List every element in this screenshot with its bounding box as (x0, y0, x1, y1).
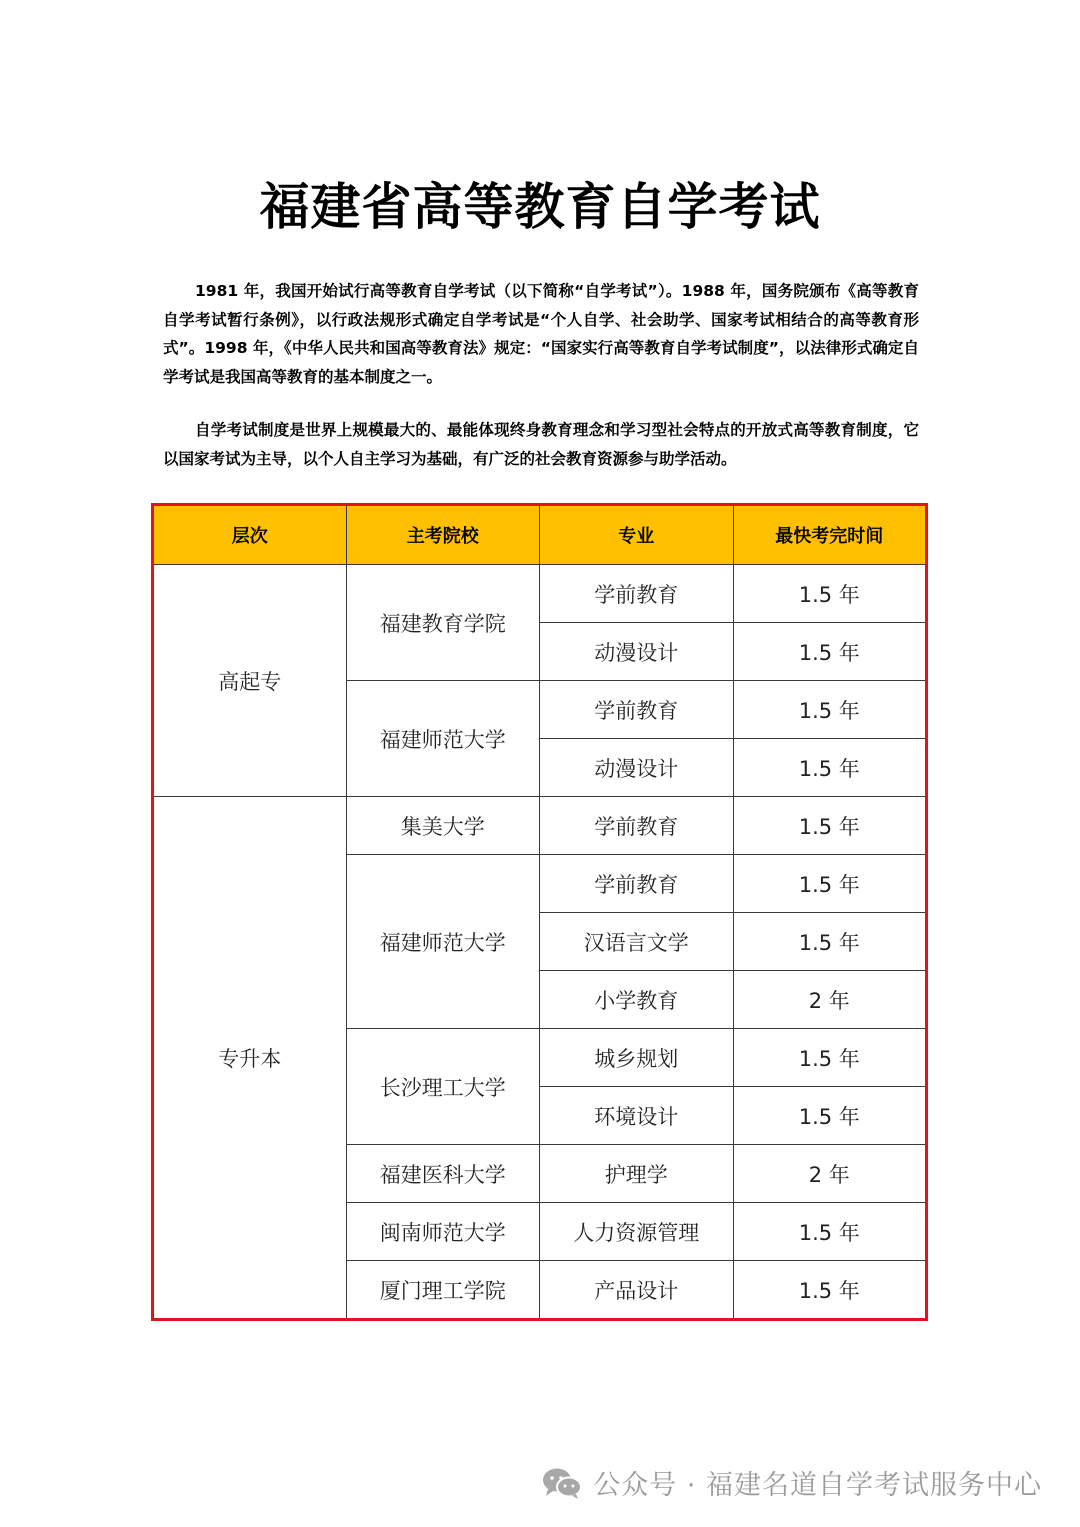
table-row (153, 565, 927, 623)
time-cell: 2 年 (733, 971, 927, 1029)
header-level: 层次 (153, 505, 347, 565)
time-cell: 1.5 年 (733, 623, 927, 681)
major-cell: 小学教育 (540, 971, 734, 1029)
school-cell: 长沙理工大学 (346, 1029, 540, 1145)
time-cell: 2 年 (733, 1145, 927, 1203)
time-cell: 1.5 年 (733, 565, 927, 623)
time-cell: 1.5 年 (733, 1261, 927, 1320)
school-cell: 福建教育学院 (346, 565, 540, 681)
wechat-icon (541, 1466, 583, 1500)
major-cell: 学前教育 (540, 855, 734, 913)
major-cell: 汉语言文学 (540, 913, 734, 971)
major-cell: 环境设计 (540, 1087, 734, 1145)
level-cell: 高起专 (153, 565, 347, 797)
major-cell: 学前教育 (540, 565, 734, 623)
school-cell: 福建医科大学 (346, 1145, 540, 1203)
time-cell: 1.5 年 (733, 1087, 927, 1145)
time-cell: 1.5 年 (733, 913, 927, 971)
wechat-account-footer (541, 1463, 1042, 1502)
major-cell: 学前教育 (540, 681, 734, 739)
header-major: 专业 (540, 505, 734, 565)
time-cell: 1.5 年 (733, 1203, 927, 1261)
exam-schedule-table (151, 503, 928, 1321)
header-school: 主考院校 (346, 505, 540, 565)
major-cell: 产品设计 (540, 1261, 734, 1320)
header-time: 最快考完时间 (733, 505, 927, 565)
school-cell: 闽南师范大学 (346, 1203, 540, 1261)
major-cell: 护理学 (540, 1145, 734, 1203)
school-cell: 集美大学 (346, 797, 540, 855)
major-cell: 人力资源管理 (540, 1203, 734, 1261)
table-row (153, 797, 927, 855)
intro-paragraph-system: 自学考试制度是世界上规模最大的、最能体现终身教育理念和学习型社会特点的开放式高等教育制度，它以国家考试为主导，以个人自主学习为基础，有广泛的社会教育资源参与助学活动。 (163, 421, 919, 468)
page-title: 福建省高等教育自学考试 (259, 178, 821, 236)
major-cell: 学前教育 (540, 797, 734, 855)
footer-text: 公众号 · 福建名道自学考试服务中心 (593, 1470, 1042, 1501)
school-cell: 福建师范大学 (346, 681, 540, 797)
intro-paragraph-history: 1981 年，我国开始试行高等教育自学考试（以下简称“自学考试”）。1988 年，国务院颁布《高等教育自学考试暂行条例》，以行政法规形式确定自学考试是“个人自学、社会助学、国家考试相结合的高等教育形式”。1998 年，《中华人民共和国高等教育法》规定：“国家实行高等教育自学考试制度”，以法律形式确定自学考试是我国高等教育的基本制度之一。 (163, 282, 919, 386)
major-cell: 城乡规划 (540, 1029, 734, 1087)
level-cell: 专升本 (153, 797, 347, 1320)
school-cell: 厦门理工学院 (346, 1261, 540, 1320)
major-cell: 动漫设计 (540, 739, 734, 797)
major-cell: 动漫设计 (540, 623, 734, 681)
time-cell: 1.5 年 (733, 1029, 927, 1087)
time-cell: 1.5 年 (733, 797, 927, 855)
time-cell: 1.5 年 (733, 855, 927, 913)
school-cell: 福建师范大学 (346, 855, 540, 1029)
table-header-row (153, 505, 927, 565)
time-cell: 1.5 年 (733, 739, 927, 797)
time-cell: 1.5 年 (733, 681, 927, 739)
